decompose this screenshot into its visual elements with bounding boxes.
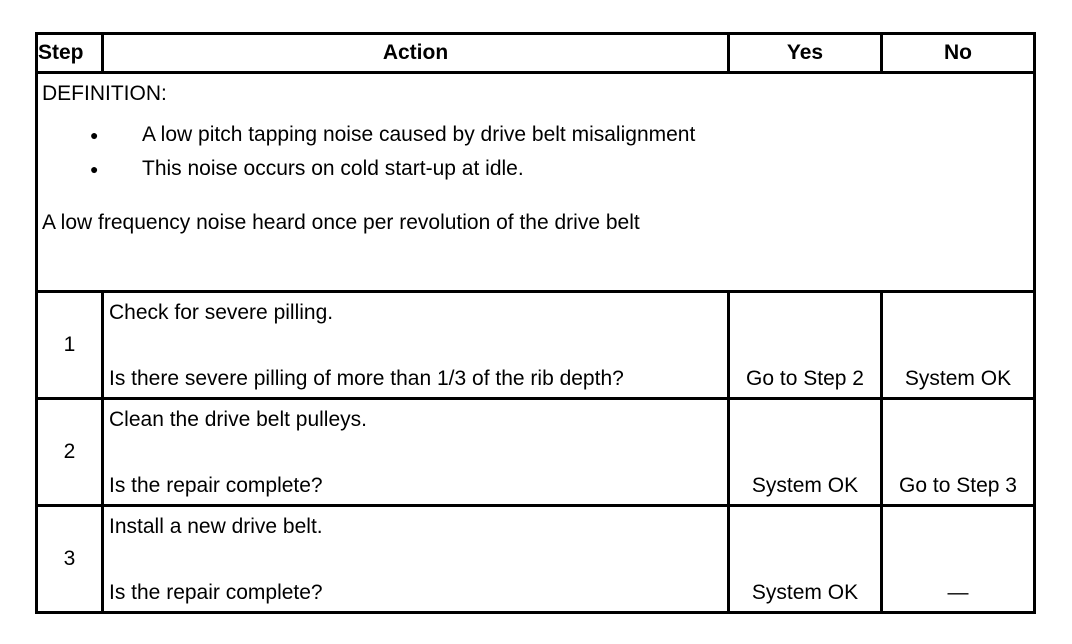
yes-answer: Go to Step 2 <box>746 367 864 390</box>
yes-cell <box>729 506 882 613</box>
definition-bullet: ● A low pitch tapping noise caused by drive belt misalignment <box>142 118 1033 152</box>
action-cell <box>103 506 729 613</box>
diagnostic-table <box>35 32 1036 614</box>
action-question: Is the repair complete? <box>109 474 323 497</box>
no-cell <box>882 506 1035 613</box>
action-question: Is there severe pilling of more than 1/3 of the rib depth? <box>109 367 624 390</box>
definition-footer: A low frequency noise heard once per revolution of the drive belt <box>42 211 640 234</box>
no-answer: System OK <box>904 367 1012 390</box>
definition-row <box>37 73 1035 292</box>
no-answer: Go to Step 3 <box>899 474 1017 497</box>
header-action: Action <box>103 34 729 73</box>
no-cell <box>882 292 1035 399</box>
step-row <box>37 399 1035 506</box>
step-row <box>37 292 1035 399</box>
yes-answer: System OK <box>751 581 859 604</box>
action-cell <box>103 292 729 399</box>
header-no: No <box>882 34 1035 73</box>
header-row <box>37 34 1035 73</box>
action-question: Is the repair complete? <box>109 581 323 604</box>
step-number: 1 <box>37 292 103 399</box>
header-step: Step <box>37 34 103 73</box>
yes-answer: System OK <box>751 474 859 497</box>
no-cell <box>882 399 1035 506</box>
action-text: Install a new drive belt. <box>109 515 323 538</box>
definition-bullet: ● This noise occurs on cold start-up at idle. <box>142 152 1033 186</box>
yes-cell <box>729 292 882 399</box>
definition-cell <box>37 73 1035 292</box>
action-cell <box>103 399 729 506</box>
no-answer: — <box>947 581 969 604</box>
header-yes: Yes <box>729 34 882 73</box>
step-number: 2 <box>37 399 103 506</box>
action-text: Clean the drive belt pulleys. <box>109 408 367 431</box>
step-number: 3 <box>37 506 103 613</box>
definition-bullets <box>42 118 1033 186</box>
yes-cell <box>729 399 882 506</box>
step-row <box>37 506 1035 613</box>
definition-title: DEFINITION: <box>42 82 167 105</box>
action-text: Check for severe pilling. <box>109 301 334 324</box>
